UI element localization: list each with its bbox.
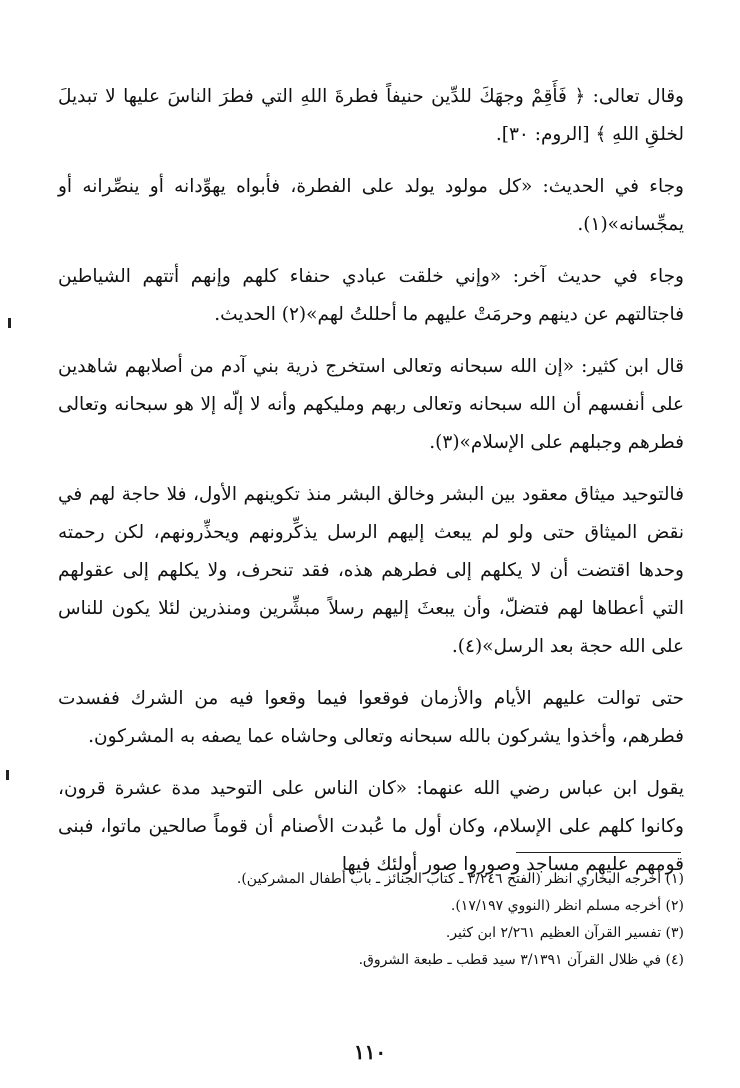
- paragraph-text: حتى توالت عليهم الأيام والأزمان فوقعوا فيما وقعوا فيه من الشرك ففسدت فطرهم، وأخذوا يشركون بالله سبحانه وتعالى وحاشاه عما يصفه به المشركون.: [58, 688, 684, 747]
- paragraph-text: وقال تعالى: ﴿ فَأَقِمْ وجهَكَ للدِّين حنيفاً فطرةَ اللهِ التي فطرَ الناسَ عليها لا تبديلَ لخلقِ اللهِ ﴾ [الروم: ٣٠].: [58, 86, 684, 145]
- page-number: ١١٠: [353, 1040, 387, 1064]
- paragraph-text: يقول ابن عباس رضي الله عنهما: «كان الناس على التوحيد مدة عشرة قرون، وكانوا كلهم على الإسلام، وكان أول ما عُبدت الأصنام أن قوماً صالحين ماتوا، فبنى قومهم عليهم مساجد وصوروا صور أولئك فيها: [58, 778, 684, 875]
- margin-mark: [6, 770, 9, 780]
- footnote-2: (٢) أخرجه مسلم انظر (النووي ١٧/١٩٧).: [450, 898, 684, 914]
- paragraph-shirk: [58, 680, 684, 756]
- paragraph-quran-verse: [58, 78, 684, 154]
- margin-mark: [8, 318, 11, 328]
- paragraph-text: فالتوحيد ميثاق معقود بين البشر وخالق البشر منذ تكوينهم الأول، فلا حاجة لهم في نقض الميثاق حتى ولو لم يبعث إليهم الرسل يذكِّرونهم ويحذِّرونهم، لكن رحمته وحدها اقتضت أن لا يكلهم إلى فطرهم هذه، فقد تنحرف، ولا يكلهم إلى عقولهم التي أعطاها لهم فتضلّ، وأن يبعثَ إليهم رسلاً مبشِّرين ومنذرين لئلا يكون للناس على الله حجة بعد الرسل»(٤).: [58, 484, 684, 657]
- footnote-4: (٤) في ظلال القرآن ٣/١٣٩١ سيد قطب ـ طبعة الشروق.: [358, 952, 684, 968]
- paragraph-text: وجاء في الحديث: «كل مولود يولد على الفطرة، فأبواه يهوِّدانه أو ينصِّرانه أو يمجِّسانه»(١).: [58, 176, 684, 235]
- footnote-3: (٣) تفسير القرآن العظيم ٢/٢٦١ ابن كثير.: [445, 925, 684, 941]
- paragraph-text: وجاء في حديث آخر: «وإني خلقت عبادي حنفاء كلهم وإنهم أتتهم الشياطين فاجتالتهم عن دينهم وحرمَتْ عليهم ما أحللتُ لهم»(٢) الحديث.: [58, 266, 684, 325]
- paragraph-hadith-hunafa: [58, 258, 684, 334]
- page-body: [58, 78, 684, 898]
- footnotes: [58, 866, 684, 974]
- paragraph-text: قال ابن كثير: «إن الله سبحانه وتعالى استخرج ذرية بني آدم من أصلابهم شاهدين على أنفسهم أن الله سبحانه وتعالى ربهم ومليكهم وأنه لا إلّه إلا هو سبحانه وتعالى فطرهم وجبلهم على الإسلام»(٣).: [58, 356, 684, 453]
- paragraph-tawhid-covenant: [58, 476, 684, 666]
- footnote-1: (١) أخرجه البخاري انظر (الفتح ٣/٢٤٦ ـ كتاب الجنائز ـ باب أطفال المشركين).: [236, 871, 684, 887]
- footnote-divider: [516, 852, 681, 853]
- paragraph-hadith-fitra: [58, 168, 684, 244]
- paragraph-ibn-kathir: [58, 348, 684, 462]
